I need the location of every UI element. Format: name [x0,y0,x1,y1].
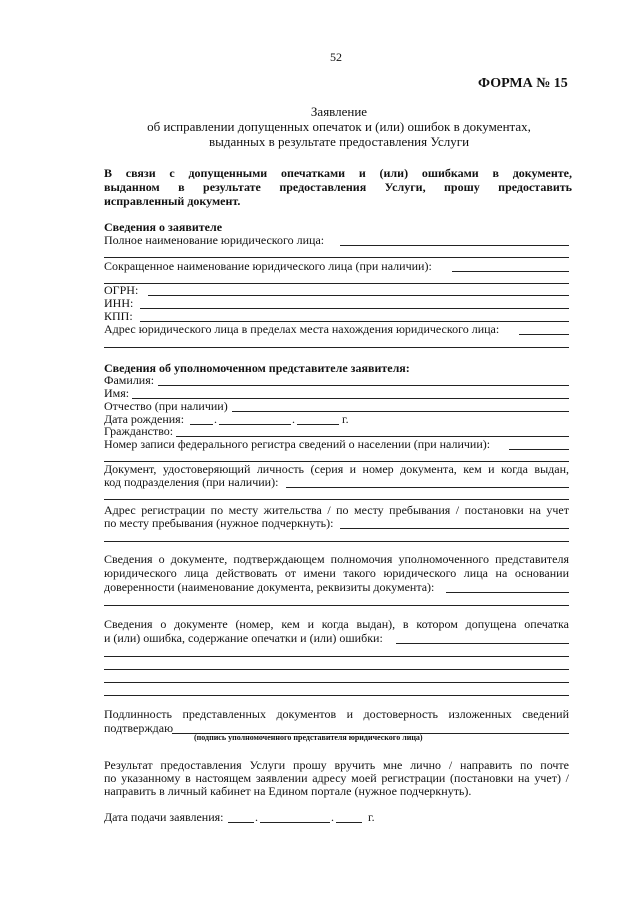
surname-field[interactable] [158,385,569,386]
short-name-field[interactable] [452,271,569,272]
name-label: Имя: [104,386,130,400]
error-doc-line-1: Сведения о документе (номер, кем и когда выдан), в котором допущена опечатка [104,617,569,631]
citizenship-label: Гражданство: [104,424,174,438]
signature-caption: (подпись уполномоченного представителя юридического лица) [194,733,423,742]
full-name-label: Полное наименование юридического лица: [104,233,325,247]
rep-address-field[interactable] [340,528,569,529]
patronymic-field[interactable] [232,411,569,412]
applicant-address-field[interactable] [519,334,569,335]
id-doc-line-1: Документ, удостоверяющий личность (серия и номер документа, кем и когда выдан, [104,462,569,476]
rep-address-line-2: по месту пребывания (нужное подчеркнуть): [104,516,334,530]
applicant-heading: Сведения о заявителе [104,220,223,234]
title-line-2: об исправлении допущенных опечаток и (или) ошибок в документах, [147,119,531,134]
page-number: 52 [330,50,342,64]
submission-date-suffix: г. [368,810,375,824]
birth-date-separator-1: . [214,412,217,426]
error-doc-field-line-3[interactable] [104,669,569,670]
applicant-address-field-continuation[interactable] [104,347,569,348]
full-name-field[interactable] [340,245,569,246]
birth-date-label: Дата рождения: [104,412,185,426]
submission-date-separator-2: . [331,810,334,824]
intro-line-3: исправленный документ. [104,194,241,208]
authority-doc-line-2: юридического лица действовать от имени такого юридического лица на основании [104,566,569,580]
full-name-field-continuation[interactable] [104,257,569,258]
authority-doc-field[interactable] [446,592,569,593]
id-doc-line-2: код подразделения (при наличии): [104,475,279,489]
inn-field[interactable] [140,308,569,309]
rep-address-line-1: Адрес регистрации по месту жительства / по месту пребывания / постановки на учет [104,503,569,517]
id-doc-field[interactable] [286,487,569,488]
submission-year-field[interactable] [336,822,362,823]
error-doc-field-line-2[interactable] [104,656,569,657]
error-doc-field-line-5[interactable] [104,695,569,696]
birth-day-field[interactable] [190,424,213,425]
representative-heading: Сведения об уполномоченном представителе заявителя: [104,361,410,375]
ogrn-label: ОГРН: [104,283,139,297]
inn-label: ИНН: [104,296,134,310]
title-line-1: Заявление [310,104,368,119]
authority-doc-line-3: доверенности (наименование документа, реквизиты документа): [104,580,435,594]
short-name-field-continuation[interactable] [104,283,569,284]
birth-month-field[interactable] [219,424,291,425]
birth-date-suffix: г. [342,412,349,426]
result-line-1: Результат предоставления Услуги прошу вручить мне лично / направить по почте [104,758,569,772]
registry-label: Номер записи федерального регистра сведений о населении (при наличии): [104,437,491,451]
submission-month-field[interactable] [260,822,330,823]
error-doc-field-line-4[interactable] [104,682,569,683]
submission-date-label: Дата подачи заявления: [104,810,224,824]
error-doc-field[interactable] [396,643,569,644]
authority-doc-field-continuation[interactable] [104,605,569,606]
registry-field[interactable] [509,449,569,450]
title-line-3: выданных в результате предоставления Услуги [208,134,470,149]
form-label: ФОРМА № 15 [478,76,568,91]
birth-date-separator-2: . [292,412,295,426]
confirmation-line-1: Подлинность представленных документов и достоверность изложенных сведений [104,707,569,721]
patronymic-label: Отчество (при наличии) [104,399,228,413]
birth-year-field[interactable] [297,424,339,425]
kpp-label: КПП: [104,309,133,323]
error-doc-line-2: и (или) ошибка, содержание опечатки и (или) ошибки: [104,631,383,645]
result-line-2: по указанному в настоящем заявлении адресу моей регистрации (постановки на учет) / [104,771,569,785]
submission-day-field[interactable] [228,822,254,823]
authority-doc-line-1: Сведения о документе, подтверждающем полномочия уполномоченного представителя [104,552,569,566]
short-name-label: Сокращенное наименование юридического лица (при наличии): [104,259,432,273]
applicant-address-label: Адрес юридического лица в пределах места нахождения юридического лица: [104,322,500,336]
intro-line-2: выданном в результате предоставления Услуги, прошу предоставить [104,180,572,194]
surname-label: Фамилия: [104,373,155,387]
ogrn-field[interactable] [148,295,569,296]
confirmation-line-2: подтверждаю [104,721,174,735]
rep-address-field-continuation[interactable] [104,541,569,542]
id-doc-field-continuation[interactable] [104,499,569,500]
submission-date-separator-1: . [255,810,258,824]
intro-line-1: В связи с допущенными опечатками и (или) ошибками в документе, [104,166,572,180]
result-line-3: направить в личный кабинет на Едином портале (нужное подчеркнуть). [104,784,472,798]
